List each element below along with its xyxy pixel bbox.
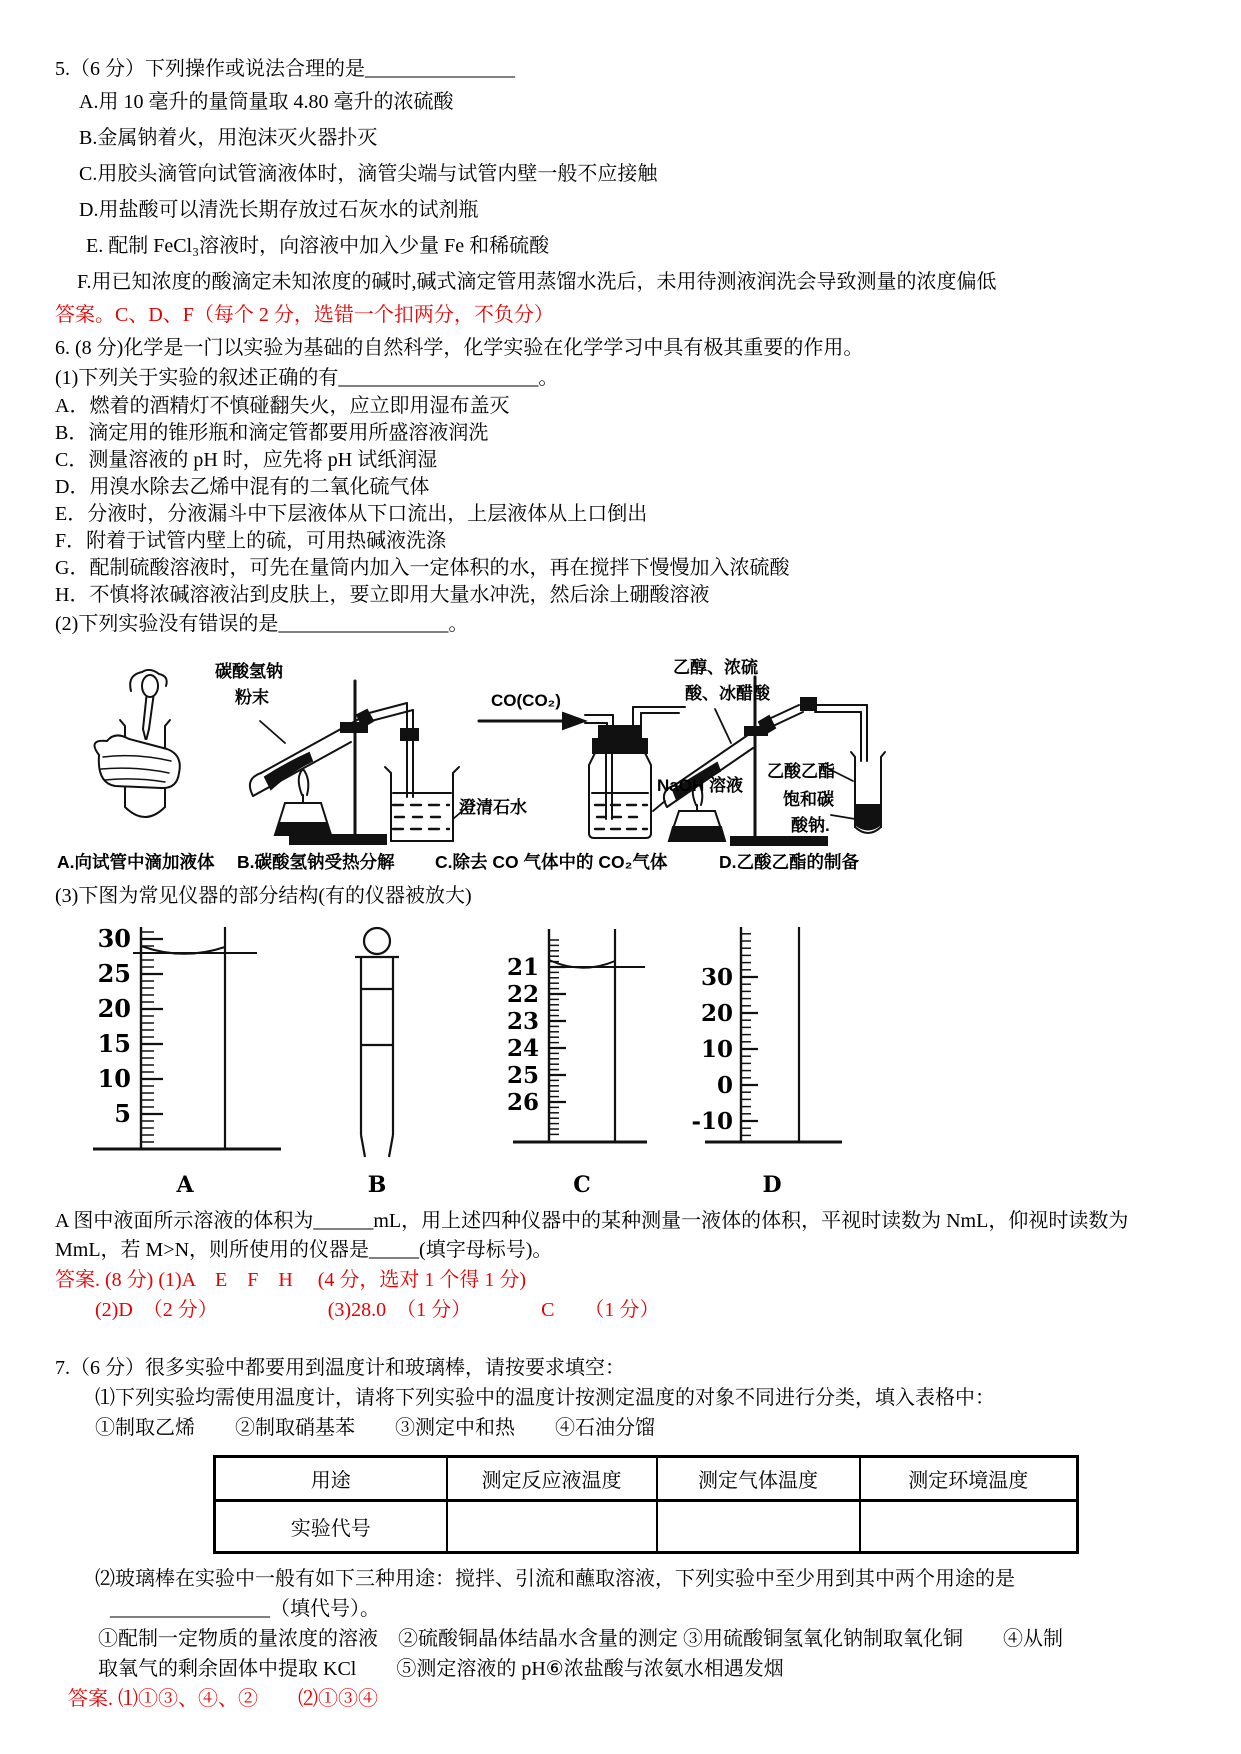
burette-c-svg xyxy=(497,917,667,1167)
q6-part3: (3)下图为常见仪器的部分结构(有的仪器被放大) xyxy=(55,885,472,907)
svg-text:22: 22 xyxy=(506,981,539,1008)
label-ethyl-acetate: 乙酸乙酯 xyxy=(767,762,835,781)
table-header-gas-temp: 测定气体温度 xyxy=(657,1457,860,1501)
instrument-b xyxy=(327,917,427,1198)
q6-answer-line-1: 答案. (8 分) (1)A E F H (4 分，选对 1 个得 1 分) xyxy=(55,1269,527,1291)
q6-part2-blank: _________________ xyxy=(278,613,449,635)
instrument-d xyxy=(687,917,857,1198)
instrument-c xyxy=(497,917,667,1198)
thermometer-d-svg xyxy=(687,917,857,1167)
svg-text:5: 5 xyxy=(114,1099,131,1128)
q6-option-b: B．滴定用的锥形瓶和滴定管都要用所盛溶液润洗 xyxy=(55,422,489,444)
table-header-reaction-liquid: 测定反应液温度 xyxy=(447,1457,657,1501)
svg-text:20: 20 xyxy=(97,994,131,1023)
q5-heading-text: 5.（6 分）下列操作或说法合理的是 xyxy=(55,58,365,80)
svg-text:26: 26 xyxy=(506,1089,539,1116)
instrument-d-label: D xyxy=(762,1172,782,1198)
q6-answer-line-2: (2)D （2 分） (3)28.0 （1 分） C （1 分） xyxy=(95,1299,660,1321)
table-header-ambient-temp: 测定环境温度 xyxy=(860,1457,1078,1501)
q6-part2 xyxy=(55,609,1197,639)
q7-part1-items: ①制取乙烯 ②制取硝基苯 ③测定中和热 ④石油分馏 xyxy=(95,1417,655,1439)
q5-option-b: B.金属钠着火，用泡沫灭火器扑灭 xyxy=(79,127,378,149)
q7-part2-items-line2: 取氧气的剩余固体中提取 KCl ⑤测定溶液的 pH⑥浓盐酸与浓氨水相遇发烟 xyxy=(98,1658,784,1680)
svg-text:0: 0 xyxy=(716,1072,733,1099)
q5-heading xyxy=(55,54,1197,84)
thermometer-usage-table xyxy=(213,1455,1079,1554)
q7-part2-items-line1: ①配制一定物质的量浓度的溶液 ②硫酸铜晶体结晶水含量的测定 ③用硫酸铜氢氧化钠制取氧化铜 ④从制 xyxy=(98,1628,1063,1650)
svg-text:24: 24 xyxy=(506,1035,539,1062)
q5-option-c: C.用胶头滴管向试管滴液体时，滴管尖端与试管内壁一般不应接触 xyxy=(79,163,658,185)
svg-text:30: 30 xyxy=(97,924,131,953)
instrument-a xyxy=(85,917,285,1198)
svg-text:20: 20 xyxy=(700,1000,733,1027)
instrument-a-label: A xyxy=(176,1172,194,1198)
table-cell-empty-2 xyxy=(657,1501,860,1553)
q6-heading: 6. (8 分)化学是一门以实验为基础的自然科学，化学实验在化学学习中具有极其重要的作用。 xyxy=(55,337,864,359)
q7-part1: ⑴下列实验均需使用温度计，请将下列实验中的温度计按测定温度的对象不同进行分类，填入表格中： xyxy=(95,1387,995,1409)
table-cell-empty-3 xyxy=(860,1501,1078,1553)
tube-b-svg xyxy=(327,917,427,1167)
q6-option-c: C．测量溶液的 pH 时，应先将 pH 试纸润湿 xyxy=(55,449,438,471)
q6-part2-period: 。 xyxy=(448,613,469,635)
q6-option-g: G．配制硫酸溶液时，可先在量筒内加入一定体积的水，再在搅拌下慢慢加入浓硫酸 xyxy=(55,557,790,579)
q7-part2-line2 xyxy=(110,1594,1197,1624)
table-header-usage: 用途 xyxy=(215,1457,447,1501)
q5-answer-blank: _______________ xyxy=(365,58,515,80)
q7-part2-line1: ⑵玻璃棒在实验中一般有如下三种用途：搅拌、引流和蘸取溶液，下列实验中至少用到其中两个用途的是 xyxy=(95,1568,1015,1590)
svg-text:21: 21 xyxy=(506,954,539,981)
svg-text:10: 10 xyxy=(97,1064,131,1093)
caption-apparatus-c: C.除去 CO 气体中的 CO₂气体 xyxy=(435,852,668,872)
svg-text:25: 25 xyxy=(506,1062,539,1089)
label-sodium-bicarbonate: 碳酸氢钠 xyxy=(215,662,283,681)
table-body-row xyxy=(215,1501,1078,1553)
q6-option-f: F．附着于试管内壁上的硫，可用热碱液洗涤 xyxy=(55,530,447,552)
q6-part1-period: 。 xyxy=(538,367,559,389)
svg-text:30: 30 xyxy=(700,964,733,991)
svg-text:23: 23 xyxy=(506,1008,539,1035)
caption-apparatus-d: D.乙酸乙酯的制备 xyxy=(719,852,859,872)
svg-text:15: 15 xyxy=(97,1029,131,1058)
label-naoh-solution: NaOH 溶液 xyxy=(657,776,743,795)
svg-text:-10: -10 xyxy=(691,1108,733,1135)
instrument-c-label: C xyxy=(573,1172,591,1198)
measuring-cylinder-a-svg xyxy=(85,917,285,1167)
label-co-co2-gas: CO(CO₂) xyxy=(491,691,561,710)
label-glacial-acetic: 酸、冰醋酸 xyxy=(685,684,770,703)
instrument-scales-figure xyxy=(55,917,1195,1207)
caption-apparatus-b: B.碳酸氢钠受热分解 xyxy=(237,852,395,872)
q6-option-d: D．用溴水除去乙烯中混有的二氧化硫气体 xyxy=(55,476,430,498)
apparatus-line-art-svg xyxy=(55,669,1195,847)
question-5 xyxy=(55,54,1197,330)
experiment-apparatus-figure xyxy=(55,643,1195,881)
q6-part1 xyxy=(55,363,1197,393)
q5-option-f: F.用已知浓度的酸滴定未知浓度的碱时,碱式滴定管用蒸馏水洗后，未用待测液润洗会导致测量的浓度偏低 xyxy=(77,271,997,293)
q6-part2-text: (2)下列实验没有错误的是 xyxy=(55,613,279,635)
q5-option-a: A.用 10 毫升的量筒量取 4.80 毫升的浓硫酸 xyxy=(79,91,454,113)
q6-part1-blank: ____________________ xyxy=(338,367,539,389)
q6-option-h: H．不慎将浓碱溶液沾到皮肤上，要立即用大量水冲洗，然后涂上硼酸溶液 xyxy=(55,584,710,606)
table-header-row xyxy=(215,1457,1078,1501)
q7-part2-blank: ________________ xyxy=(110,1598,270,1620)
label-saturated-carbonate-2: 酸钠. xyxy=(791,816,830,835)
q5-answer-key: 答案。C、D、F（每个 2 分，选错一个扣两分，不负分） xyxy=(55,304,554,326)
q6-part3-question-text: A 图中液面所示溶液的体积为______mL，用上述四种仪器中的某种测量一液体的体积，平视时读数为 NmL，仰视时读数为 MmL，若 M>N，则所使用的仪器是_____(填字母标号)。 xyxy=(55,1210,1129,1261)
table-row-label: 实验代号 xyxy=(215,1501,447,1553)
q7-answer-key: 答案. ⑴①③、④、② ⑵①③④ xyxy=(68,1688,378,1710)
label-powder: 粉末 xyxy=(235,688,269,707)
caption-apparatus-a: A.向试管中滴加液体 xyxy=(57,852,215,872)
q7-part2-suffix: （填代号）。 xyxy=(270,1598,380,1620)
svg-text:25: 25 xyxy=(97,959,131,988)
label-limewater: 澄清石水 xyxy=(459,798,527,817)
q7-heading: 7.（6 分）很多实验中都要用到温度计和玻璃棒，请按要求填空： xyxy=(55,1357,625,1379)
question-6 xyxy=(55,333,1197,1325)
label-ethanol-sulfuric: 乙醇、浓硫 xyxy=(673,658,758,677)
svg-text:10: 10 xyxy=(700,1036,733,1063)
q5-option-e: E. 配制 FeCl₃溶液时，向溶液中加入少量 Fe 和稀硫酸 xyxy=(86,235,550,257)
q6-part1-text: (1)下列关于实验的叙述正确的有 xyxy=(55,367,339,389)
q6-option-a: A．燃着的酒精灯不慎碰翻失火，应立即用湿布盖灭 xyxy=(55,395,510,417)
q6-option-e: E．分液时，分液漏斗中下层液体从下口流出，上层液体从上口倒出 xyxy=(55,503,648,525)
q5-option-d: D.用盐酸可以清洗长期存放过石灰水的试剂瓶 xyxy=(79,199,479,221)
table-cell-empty-1 xyxy=(447,1501,657,1553)
question-7 xyxy=(55,1353,1197,1714)
label-saturated-carbonate-1: 饱和碳 xyxy=(783,790,834,809)
instrument-b-label: B xyxy=(367,1172,387,1198)
